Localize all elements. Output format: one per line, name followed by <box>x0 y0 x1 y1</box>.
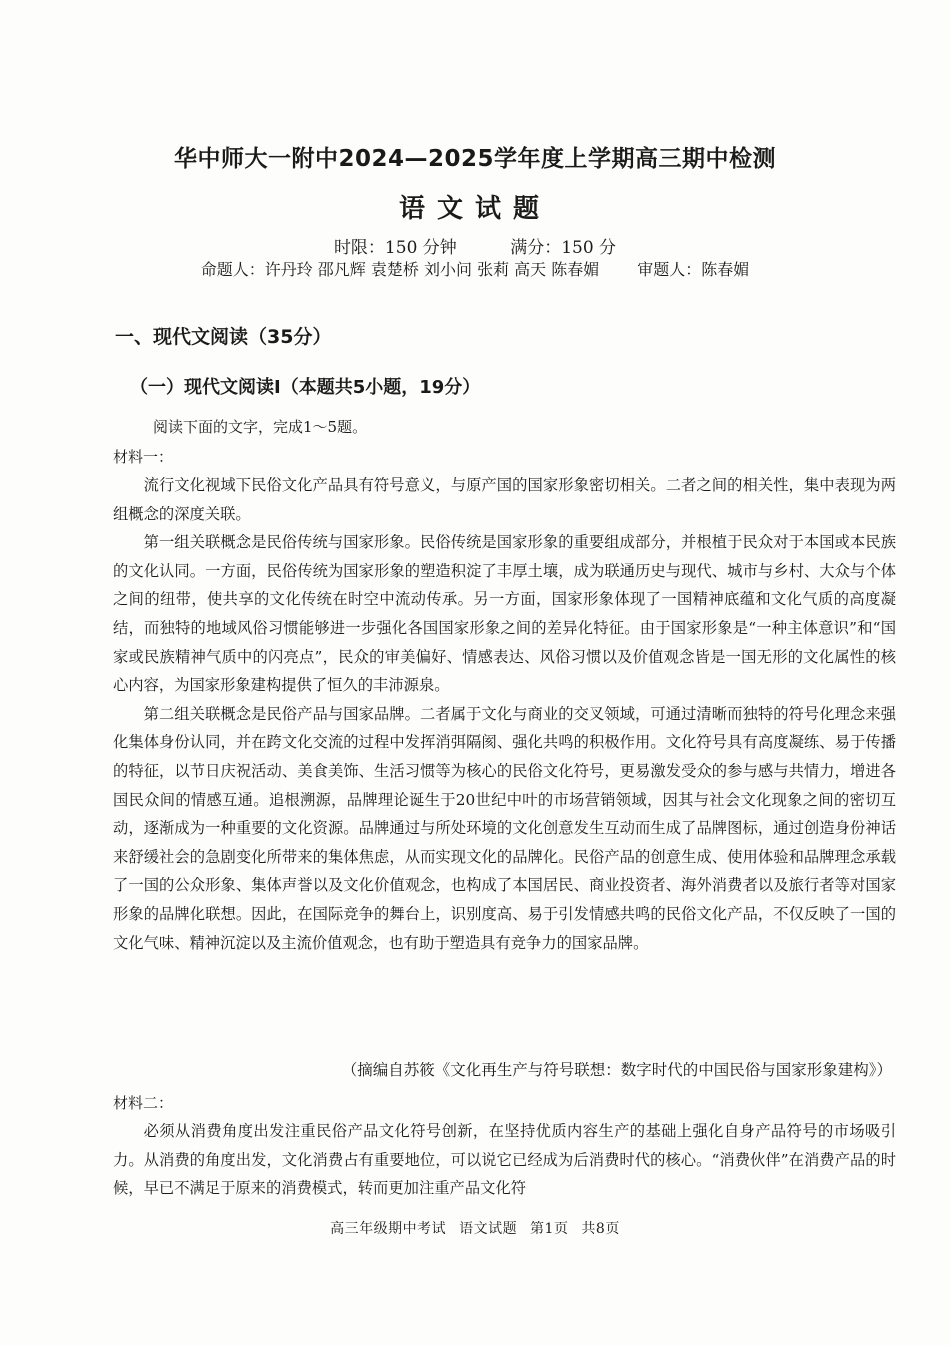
reviewer: 审题人：陈春媚 <box>637 260 750 279</box>
footer-grade: 高三年级期中考试 <box>330 1221 447 1237</box>
authors-list: 命题人：许丹玲 邵凡辉 袁楚桥 刘小问 张莉 高天 陈春媚 <box>200 260 600 279</box>
material-2-label: 材料二： <box>113 1094 174 1112</box>
exam-subject: 语文试题 <box>398 194 551 224</box>
exam-authors <box>0 257 950 280</box>
footer-page-number: 第1页 <box>530 1221 569 1237</box>
material-1-label: 材料一： <box>113 448 174 466</box>
material-2-body <box>113 1117 896 1203</box>
page-footer <box>0 1218 950 1238</box>
material-1-body <box>113 471 896 957</box>
material-1-paragraph: 流行文化视域下民俗文化产品具有符号意义，与原产国的国家形象密切相关。二者之间的相关性，集中表现为两组概念的深度关联。 <box>113 476 896 523</box>
material-1-paragraph: 第一组关联概念是民俗传统与国家形象。民俗传统是国家形象的重要组成部分，并根植于民众对于本国或本民族的文化认同。一方面，民俗传统为国家形象的塑造积淀了丰厚土壤，成为联通历史与现代、城市与乡村、大众与个体之间的纽带，使共享的文化传统在时空中流动传承。另一方面，国家形象体现了一国精神底蕴和文化气质的高度凝结，而独特的地域风俗习惯能够进一步强化各国国家形象之间的差异化特征。由于国家形象是“一种主体意识”和“国家或民族精神气质中的闪亮点”，民众的审美偏好、情感表达、风俗习惯以及价值观念皆是一国无形的文化属性的核心内容，为国家形象建构提供了恒久的丰沛源泉。 <box>113 533 896 695</box>
time-limit: 时限：150 分钟 <box>333 238 457 258</box>
full-score: 满分：150 分 <box>510 238 617 258</box>
section-heading: 一、现代文阅读（35分） <box>115 326 332 348</box>
exam-title: 华中师大一附中2024—2025学年度上学期高三期中检测 <box>173 146 777 172</box>
reading-instruction: 阅读下面的文字，完成1～5题。 <box>153 418 368 436</box>
footer-subject: 语文试题 <box>459 1221 518 1237</box>
material-1-paragraph: 第二组关联概念是民俗产品与国家品牌。二者属于文化与商业的交叉领域，可通过清晰而独特的符号化理念来强化集体身份认同，并在跨文化交流的过程中发挥消弭隔阂、强化共鸣的积极作用。文化符号具有高度凝练、易于传播的特征，以节日庆祝活动、美食美饰、生活习惯等为核心的民俗文化符号，更易激发受众的参与感与共情力，增进各国民众间的情感互通。追根溯源，品牌理论诞生于20世纪中叶的市场营销领域，因其与社会文化现象之间的密切互动，逐渐成为一种重要的文化资源。品牌通过与所处环境的文化创意发生互动而生成了品牌图标，通过创造身份神话来舒缓社会的急剧变化所带来的集体焦虑，从而实现文化的品牌化。民俗产品的创意生成、使用体验和品牌理念承载了一国的公众形象、集体声誉以及文化价值观念，也构成了本国居民、商业投资者、海外消费者以及旅行者等对国家形象的品牌化联想。因此，在国际竞争的舞台上，识别度高、易于引发情感共鸣的民俗文化产品，不仅反映了一国的文化气味、精神沉淀以及主流价值观念，也有助于塑造具有竞争力的国家品牌。 <box>113 704 896 952</box>
sub-section-heading: （一）现代文阅读Ⅰ（本题共5小题，19分） <box>130 377 481 398</box>
exam-meta <box>0 233 950 258</box>
material-2-paragraph: 必须从消费角度出发注重民俗产品文化符号创新，在坚持优质内容生产的基础上强化自身产品符号的市场吸引力。从消费的角度出发，文化消费占有重要地位，可以说它已经成为后消费时代的核心。“消费伙伴”在消费产品的时候，早已不满足于原来的消费模式，转而更加注重产品文化符 <box>113 1122 896 1198</box>
material-1-source: （摘编自苏筱《文化再生产与符号联想：数字时代的中国民俗与国家形象建构》） <box>341 1061 892 1079</box>
footer-total-pages: 共8页 <box>581 1221 620 1237</box>
